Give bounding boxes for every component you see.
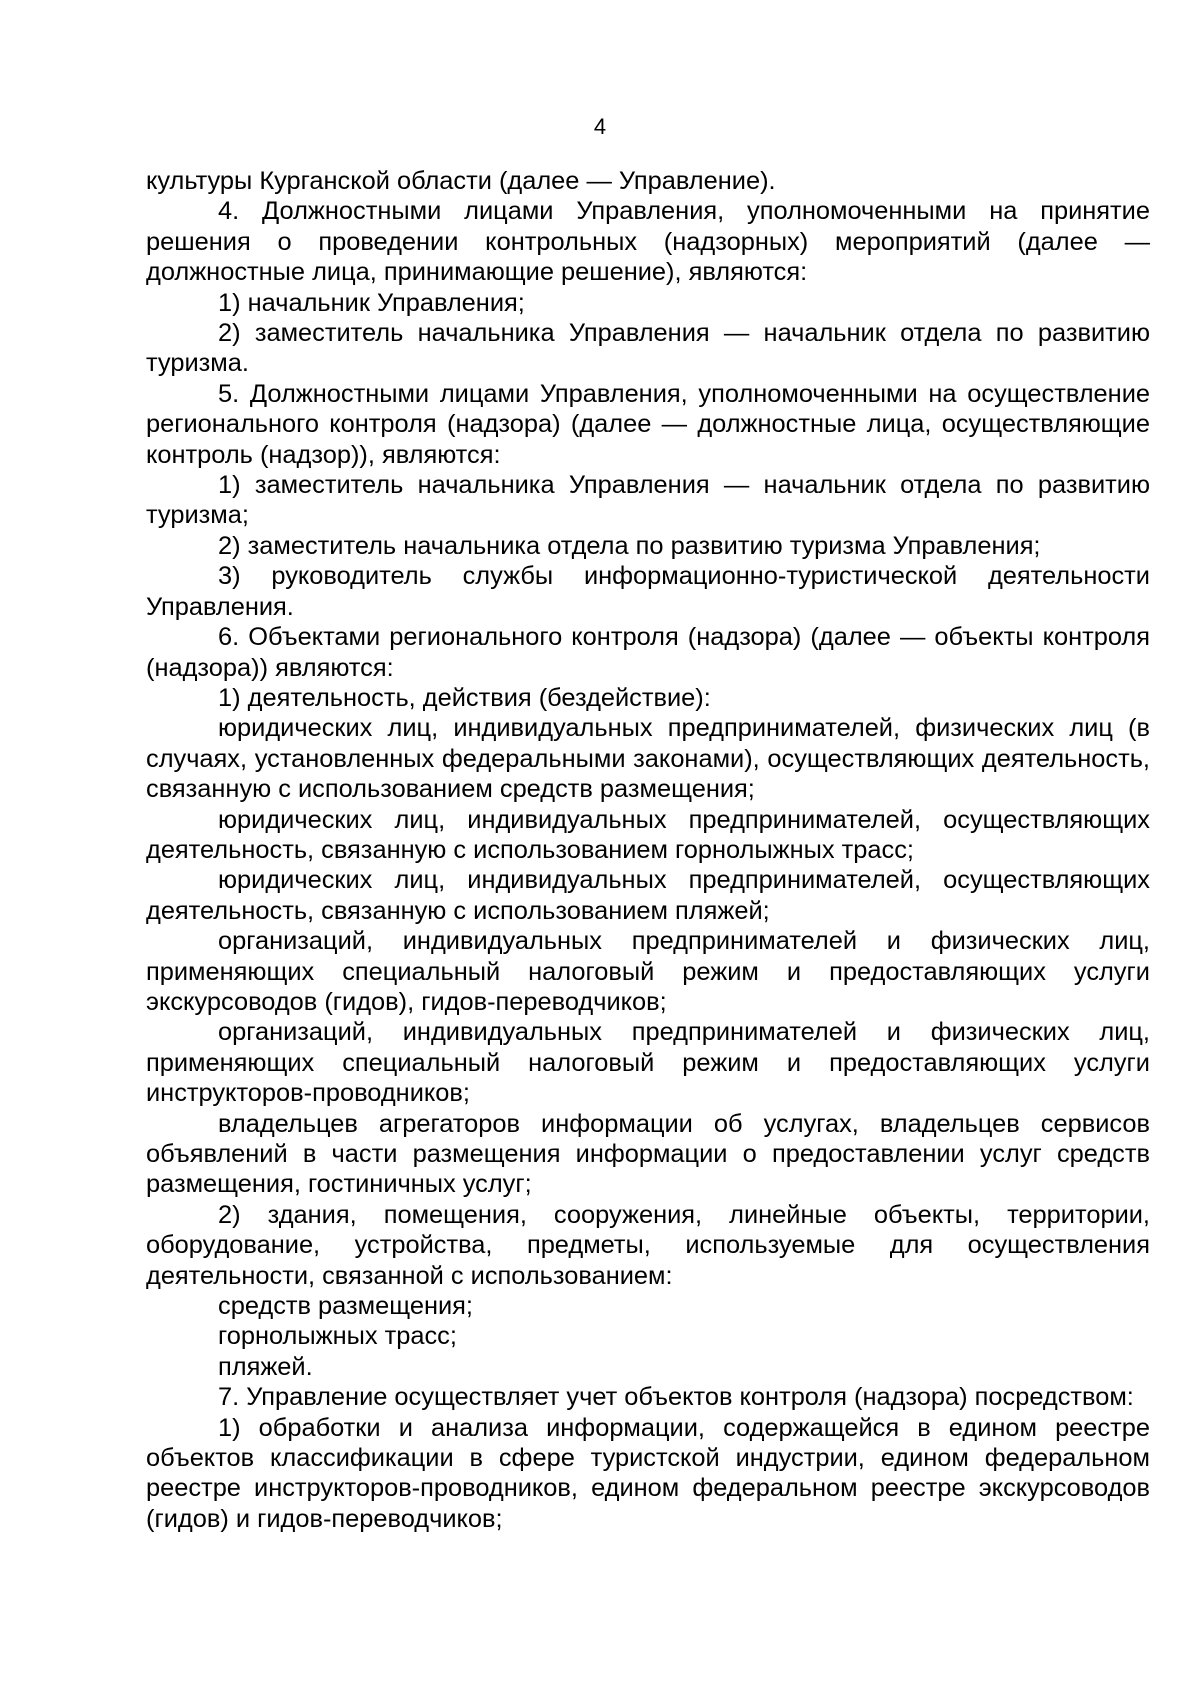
paragraph-list-entry: организаций, индивидуальных предпринимателей и физических лиц, применяющих специальный налоговый режим и предоставляющих услуги инструкторов-проводников; xyxy=(146,1018,1150,1108)
paragraph-list-entry: юридических лиц, индивидуальных предпринимателей, физических лиц (в случаях, установленных федеральными законами), осуществляющих деятельность, связанную с использованием средств размещения; xyxy=(146,714,1150,804)
paragraph-item-5: 5. Должностными лицами Управления, уполномоченными на осуществление регионального контроля (надзора) (далее — должностные лица, осуществляющие контроль (надзор)), являются: xyxy=(146,379,1150,469)
document-body xyxy=(146,166,1150,1534)
paragraph-list-entry: владельцев агрегаторов информации об услугах, владельцев сервисов объявлений в части размещения информации о предоставлении услуг средств размещения, гостиничных услуг; xyxy=(146,1109,1150,1199)
paragraph-item-7: 7. Управление осуществляет учет объектов контроля (надзора) посредством: xyxy=(218,1383,1134,1412)
paragraph-item-4: 4. Должностными лицами Управления, уполномоченными на принятие решения о проведении контрольных (надзорных) мероприятий (далее — должностные лица, принимающие решение), являются: xyxy=(146,197,1150,287)
paragraph-subitem: 2) заместитель начальника Управления — начальник отдела по развитию туризма. xyxy=(146,319,1150,378)
paragraph-subitem: 1) начальник Управления; xyxy=(218,288,525,317)
paragraph-list-entry: юридических лиц, индивидуальных предпринимателей, осуществляющих деятельность, связанную с использованием горнолыжных трасс; xyxy=(146,805,1150,864)
paragraph-subitem: 2) заместитель начальника отдела по развитию туризма Управления; xyxy=(218,531,1041,560)
paragraph-list-entry: средств размещения; xyxy=(218,1292,473,1321)
paragraph-subitem: 2) здания, помещения, сооружения, линейные объекты, территории, оборудование, устройства, предметы, используемые для осуществления деятельности, связанной с использованием: xyxy=(146,1200,1150,1290)
paragraph-list-entry: пляжей. xyxy=(218,1352,313,1381)
paragraph-item-6: 6. Объектами регионального контроля (надзора) (далее — объекты контроля (надзора)) являются: xyxy=(146,623,1150,682)
paragraph-list-entry: организаций, индивидуальных предпринимателей и физических лиц, применяющих специальный налоговый режим и предоставляющих услуги экскурсоводов (гидов), гидов-переводчиков; xyxy=(146,927,1150,1016)
paragraph-subitem: 1) заместитель начальника Управления — начальник отдела по развитию туризма; xyxy=(146,471,1150,530)
paragraph-subitem: 1) деятельность, действия (бездействие): xyxy=(218,683,711,712)
paragraph-continuation: культуры Курганской области (далее — Управление). xyxy=(146,167,776,195)
page-number: 4 xyxy=(593,114,607,139)
paragraph-list-entry: горнолыжных трасс; xyxy=(218,1322,457,1351)
paragraph-subitem: 3) руководитель службы информационно-туристической деятельности Управления. xyxy=(146,562,1150,621)
paragraph-subitem: 1) обработки и анализа информации, содержащейся в едином реестре объектов классификации в сфере туристской индустрии, едином федеральном реестре инструкторов-проводников, едином федеральном реестре экскурсоводов (гидов) и гидов-переводчиков; xyxy=(146,1413,1150,1533)
paragraph-list-entry: юридических лиц, индивидуальных предпринимателей, осуществляющих деятельность, связанную с использованием пляжей; xyxy=(146,866,1150,925)
